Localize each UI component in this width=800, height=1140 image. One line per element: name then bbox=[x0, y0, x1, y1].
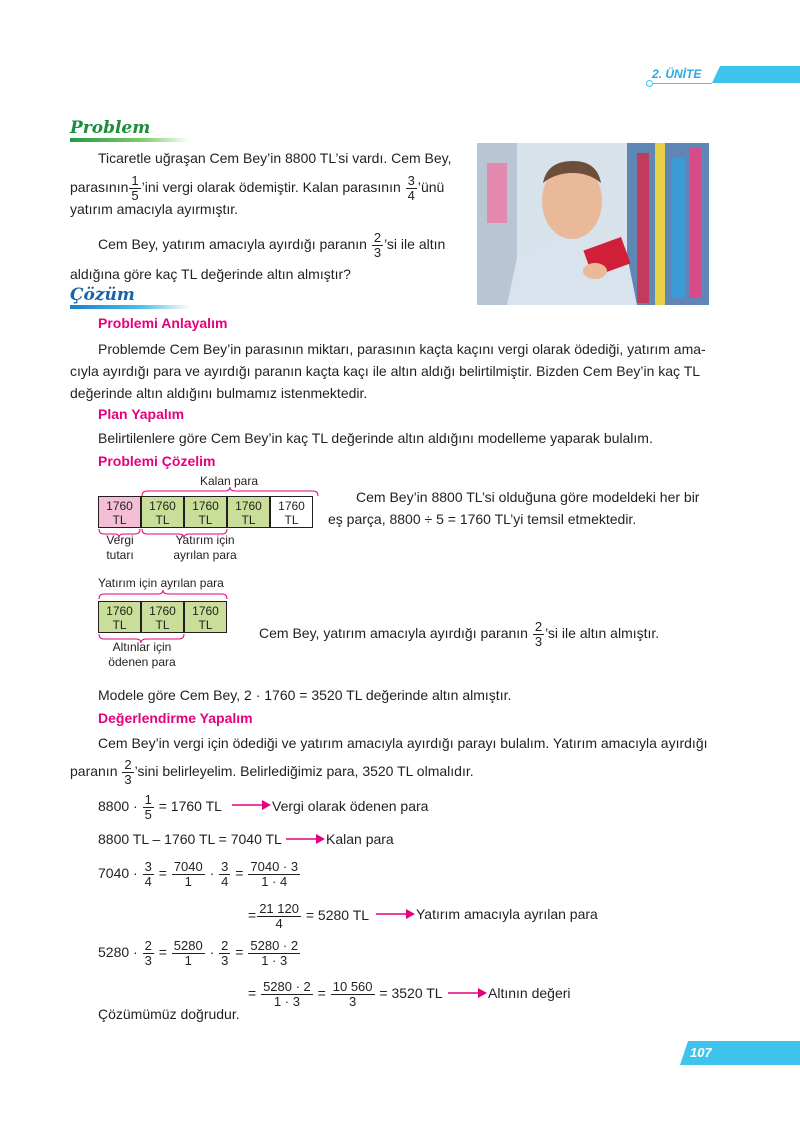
solution-title: Çözüm bbox=[70, 285, 135, 305]
model1-cell: 1760 TL bbox=[184, 496, 227, 528]
unit-line bbox=[652, 83, 712, 84]
section-understand: Problemi Anlayalım bbox=[98, 315, 228, 331]
fraction-2-3: $\frac{2}{3}$ bbox=[373, 229, 382, 260]
model2-cell: 1760 TL bbox=[184, 601, 227, 633]
fraction-2-3: $\frac{2}{3}$ bbox=[534, 618, 543, 649]
model2-cell: 1760 TL bbox=[98, 601, 141, 633]
model1-strip bbox=[98, 496, 313, 528]
arrow-icon bbox=[232, 799, 272, 811]
model1-top-label: Kalan para bbox=[199, 474, 259, 488]
fraction-2-3: $\frac{2}{3}$ bbox=[124, 756, 132, 787]
problem-title: Problem bbox=[70, 118, 151, 138]
evaluate-line-1: Cem Bey’in vergi için ödediği ve yatırım amacıyla ayırdığı parayı bulalım. Yatırım amacıyla ayırdığı bbox=[98, 735, 708, 751]
equation-3: 7040 · $\frac{3}{4}$ = $\frac{7040}{1}$ · $\frac{3}{4}$ = $\frac{7040 \cdot 3}{1 \cdot 4}$ bbox=[98, 858, 299, 889]
problem-line-1: Ticaretle uğraşan Cem Bey’in 8800 TL’si vardı. Cem Bey, bbox=[98, 150, 452, 166]
unit-tab bbox=[712, 66, 800, 83]
model1-cell: 1760 TL bbox=[98, 496, 141, 528]
section-plan: Plan Yapalım bbox=[98, 406, 185, 422]
model1-investment-label: Yatırım için ayrılan para bbox=[173, 533, 237, 562]
model2-desc: Cem Bey, yatırım amacıyla ayırdığı paranın $\frac{2}{3}$ ’si ile altın almıştır. bbox=[259, 618, 660, 649]
fraction-1-5: $\frac{1}{5}$ bbox=[131, 172, 139, 203]
unit-label: 2. ÜNİTE bbox=[652, 67, 702, 81]
equation-6-label: Altının değeri bbox=[488, 985, 571, 1001]
model1-cell: 1760 TL bbox=[141, 496, 184, 528]
arrow-icon bbox=[376, 908, 416, 920]
final-statement: Çözümümüz doğrudur. bbox=[98, 1006, 240, 1022]
unit-dot bbox=[646, 80, 653, 87]
problem-line-5: aldığına göre kaç TL değerinde altın almıştır? bbox=[70, 266, 351, 282]
problem-title-bar bbox=[70, 138, 190, 142]
solution-title-bar bbox=[70, 305, 190, 309]
model1-cell: 1760 TL bbox=[270, 496, 313, 528]
evaluate-line-2: paranın $\frac{2}{3}$ ’sini belirleyelim. Belirlediğimiz para, 3520 TL olmalıdır. bbox=[70, 756, 474, 787]
equation-4-label: Yatırım amacıyla ayrılan para bbox=[416, 906, 598, 922]
equation-4: = $\frac{21 120}{4}$ = 5280 TL bbox=[248, 900, 370, 931]
equation-5: 5280 · $\frac{2}{3}$ = $\frac{5280}{1}$ · $\frac{2}{3}$ = $\frac{5280 \cdot 2}{1 \cdot 3}$ bbox=[98, 937, 299, 968]
equation-2-label: Kalan para bbox=[326, 831, 394, 847]
model2-cell: 1760 TL bbox=[141, 601, 184, 633]
plan-line-1: Belirtilenlere göre Cem Bey’in kaç TL değerinde altın aldığını modelleme yaparak bulalım. bbox=[98, 430, 653, 446]
model1-tax-label: Vergi tutarı bbox=[106, 533, 134, 562]
equation-1-label: Vergi olarak ödenen para bbox=[272, 798, 429, 814]
page-number: 107 bbox=[690, 1045, 712, 1060]
problem-line-2: parasının $\frac{1}{5}$ ’ini vergi olarak ödemiştir. Kalan parasının $\frac{3}{4}$ ’ünü bbox=[70, 172, 445, 203]
understand-line-3: değerinde altın aldığını bulmamız istenmektedir. bbox=[70, 385, 368, 401]
arrow-icon bbox=[448, 987, 488, 999]
equation-6: = $\frac{5280 \cdot 2}{1 \cdot 3}$ = $\frac{10 560}{3}$ = 3520 TL bbox=[248, 978, 443, 1009]
model2-strip bbox=[98, 601, 228, 633]
model2-top-brace bbox=[98, 590, 230, 600]
equation-2: 8800 TL – 1760 TL = 7040 TL bbox=[98, 831, 282, 847]
model2-top-label: Yatırım için ayrılan para bbox=[98, 576, 224, 590]
arrow-icon bbox=[286, 833, 326, 845]
section-evaluate: Değerlendirme Yapalım bbox=[98, 710, 253, 726]
man-with-gift-photo bbox=[477, 143, 709, 305]
problem-line-4: Cem Bey, yatırım amacıyla ayırdığı paranın $\frac{2}{3}$ ’si ile altın bbox=[98, 229, 446, 260]
equation-1: 8800 · $\frac{1}{5}$ = 1760 TL bbox=[98, 791, 222, 822]
understand-line-2: cıyla ayırdığı para ve ayırdığı paranın kaçta kaçı ile altın aldığı belirtilmiştir. Bizden Cem Bey’in kaç TL bbox=[70, 363, 701, 379]
section-solve: Problemi Çözelim bbox=[98, 453, 216, 469]
model-result: Modele göre Cem Bey, 2 · 1760 = 3520 TL değerinde altın almıştır. bbox=[98, 687, 512, 703]
problem-line-3: yatırım amacıyla ayırmıştır. bbox=[70, 201, 239, 217]
fraction-3-4: $\frac{3}{4}$ bbox=[407, 172, 415, 203]
model2-gold-label: Altınlar için ödenen para bbox=[108, 640, 176, 669]
model1-cell: 1760 TL bbox=[227, 496, 270, 528]
understand-line-1: Problemde Cem Bey’in parasının miktarı, parasının kaçta kaçını vergi olarak ödediği, yatırım ama- bbox=[98, 341, 706, 357]
model1-desc-1: Cem Bey’in 8800 TL’si olduğuna göre modeldeki her bir bbox=[356, 489, 700, 505]
model1-desc-2: eş parça, 8800 ÷ 5 = 1760 TL’yi temsil etmektedir. bbox=[328, 511, 637, 527]
